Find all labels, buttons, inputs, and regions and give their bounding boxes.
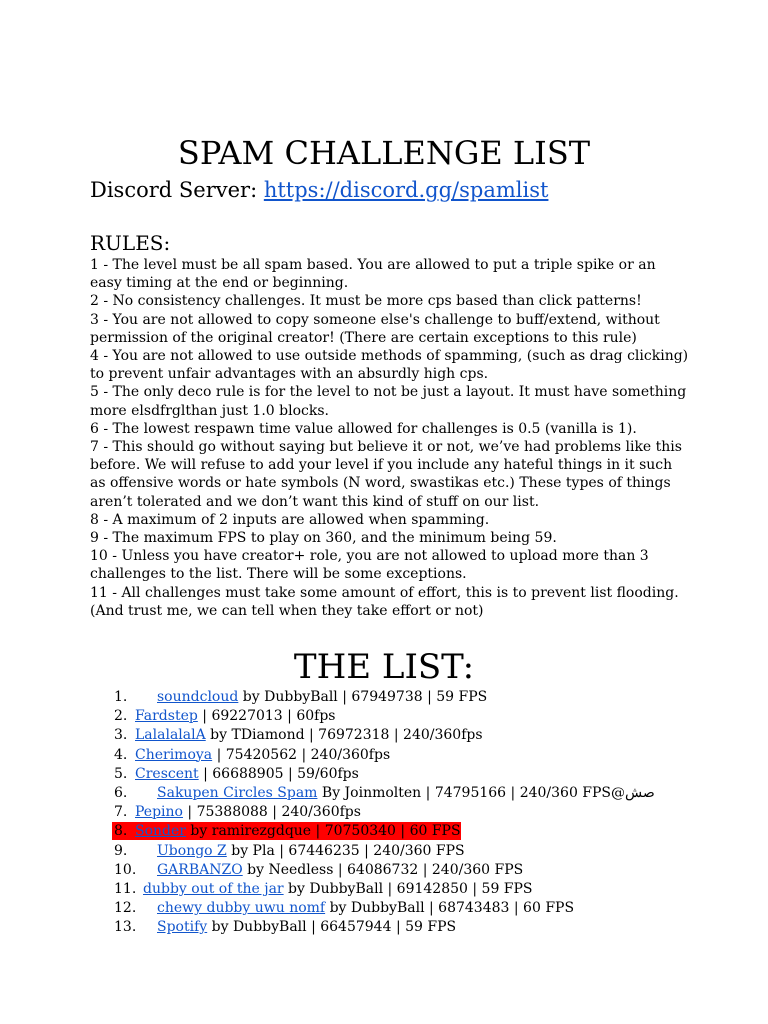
list-number: 2. [114, 708, 128, 725]
discord-label: Discord Server: [90, 178, 264, 202]
level-details: by DubbyBall | 66457944 | 59 FPS [207, 919, 457, 936]
list-number: 12. [114, 900, 137, 917]
rule-item: 4 - You are not allowed to use outside methods of spamming, (such as drag clicking) to prevent unfair advantages with an absurdly high cps. [90, 348, 689, 383]
list-heading: THE LIST: [293, 647, 475, 687]
level-link[interactable]: Sakupen Circles Spam [157, 785, 318, 801]
level-details: by Needless | 64086732 | 240/360 FPS [242, 861, 524, 878]
level-details: by ramirezgdque | 70750340 | 60 FPS [185, 823, 461, 840]
rules-heading: RULES: [90, 231, 171, 255]
level-details: by DubbyBall | 69142850 | 59 FPS [283, 881, 533, 897]
discord-link[interactable]: https://discord.gg/spamlist [263, 178, 549, 202]
level-details: By Joinmolten | 74795166 | 240/360 FPS@صش [317, 785, 655, 801]
level-details: by DubbyBall | 67949738 | 59 FPS [238, 689, 488, 705]
level-link[interactable]: Sonder [135, 823, 186, 840]
level-link[interactable]: Cherimoya [135, 746, 213, 763]
rule-item: 9 - The maximum FPS to play on 360, and the minimum being 59. [90, 530, 557, 547]
list-number: 1. [114, 689, 128, 705]
list-number: 13. [114, 919, 137, 936]
rule-item: 6 - The lowest respawn time value allowed for challenges is 0.5 (vanilla is 1). [90, 420, 637, 437]
level-link[interactable]: LalalalalA [135, 727, 206, 744]
list-number: 9. [114, 842, 128, 859]
list-item-highlighted [112, 822, 461, 840]
list-number: 6. [114, 785, 128, 801]
level-link[interactable]: Crescent [135, 765, 199, 782]
level-details: | 69227013 | 60fps [197, 708, 336, 725]
rule-item: 2 - No consistency challenges. It must be more cps based than click patterns! [90, 293, 642, 310]
list-number: 4. [114, 746, 128, 763]
level-link[interactable]: dubby out of the jar [143, 881, 284, 897]
level-details: | 66688905 | 59/60fps [198, 765, 359, 782]
level-details: by Pla | 67446235 | 240/360 FPS [226, 842, 465, 859]
rule-item: 10 - Unless you have creator+ role, you are not allowed to upload more than 3 challenges to the list. There will be some exceptions. [90, 548, 649, 583]
rule-item: 8 - A maximum of 2 inputs are allowed when spamming. [90, 511, 490, 528]
list-number: 3. [114, 727, 128, 744]
list-number: 7. [114, 804, 128, 821]
list-number: 5. [114, 765, 128, 782]
list-number: 8. [114, 823, 128, 840]
level-link[interactable]: Fardstep [135, 708, 198, 725]
page-title: SPAM CHALLENGE LIST [177, 134, 591, 172]
rules-list [90, 256, 690, 620]
discord-line [90, 176, 548, 204]
list-number: 11. [114, 881, 137, 897]
level-link[interactable]: soundcloud [157, 689, 239, 705]
rule-item: 1 - The level must be all spam based. You are allowed to put a triple spike or an easy timing at the end or beginning. [90, 257, 656, 292]
rule-item: 11 - All challenges must take some amount of effort, this is to prevent list flooding. (And trust me, we can tell when they take effort or not) [90, 584, 679, 619]
level-details: by DubbyBall | 68743483 | 60 FPS [325, 900, 575, 917]
level-details: | 75420562 | 240/360fps [212, 746, 391, 763]
list-number: 10. [114, 861, 137, 878]
rule-item: 3 - You are not allowed to copy someone else's challenge to buff/extend, without permission of the original creator! (There are certain exceptions to this rule) [90, 311, 660, 346]
level-link[interactable]: chewy dubby uwu nomf [157, 900, 326, 917]
level-link[interactable]: Ubongo Z [157, 842, 227, 859]
level-link[interactable]: GARBANZO [157, 861, 243, 878]
rule-item: 5 - The only deco rule is for the level to not be just a layout. It must have something more elsdfrglthan just 1.0 blocks. [90, 384, 687, 419]
level-link[interactable]: Spotify [157, 919, 208, 936]
level-details: | 75388088 | 240/360fps [182, 804, 361, 821]
rule-item: 7 - This should go without saying but believe it or not, we’ve had problems like this before. We will refuse to add your level if you include any hateful things in it such as offensive words or hate symbols (N word, swastikas etc.) These types of things aren’t tolerated and we don’t want this kind of stuff on our list. [90, 439, 682, 510]
level-link[interactable]: Pepino [135, 804, 183, 821]
level-details: by TDiamond | 76972318 | 240/360fps [205, 727, 483, 744]
